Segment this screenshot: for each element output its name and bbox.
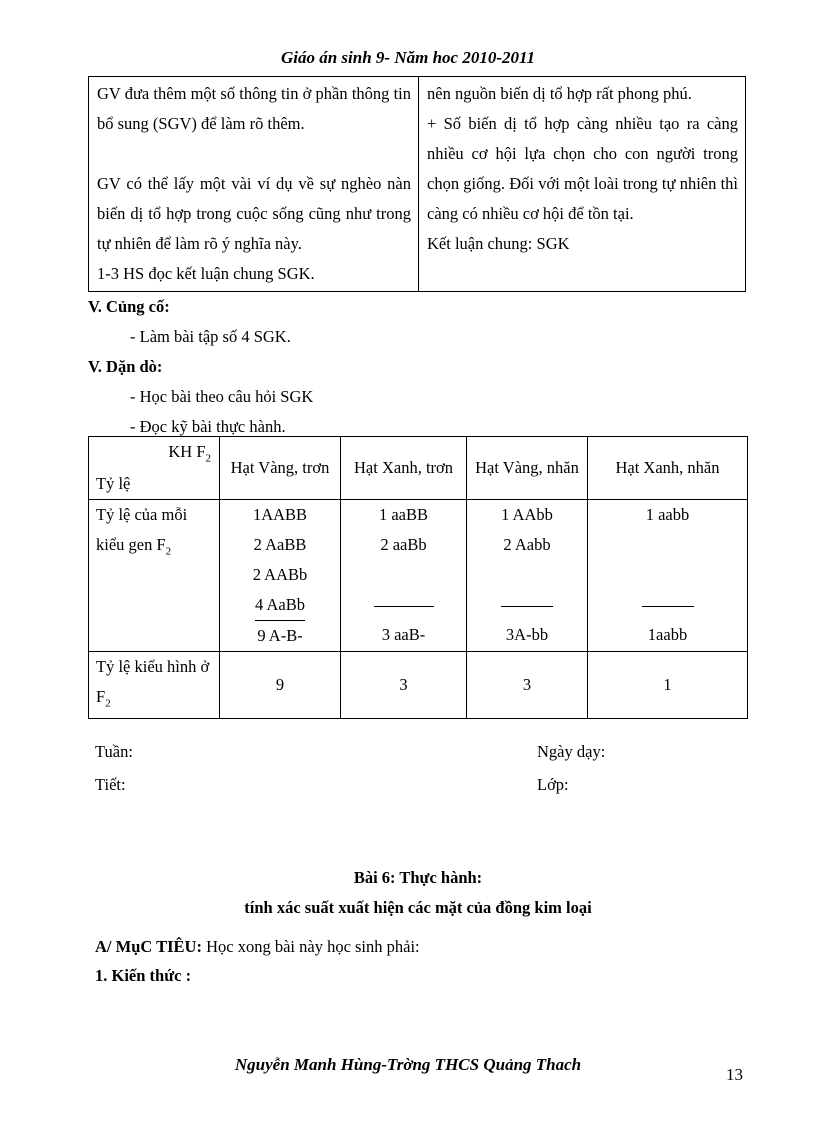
- knowledge-heading: 1. Kiến thức :: [95, 966, 192, 985]
- ratio-table: [88, 436, 748, 719]
- lesson-title: Bài 6: Thực hành:: [353, 868, 483, 887]
- corner-top: KH F: [168, 442, 206, 461]
- ngay-day-label: Ngày dạy:: [537, 742, 606, 761]
- teacher-activity-cell: [89, 77, 419, 292]
- genotype-label-cell: Tỷ lệ của mỗi kiểu gen $F_2$: [89, 500, 220, 652]
- page-footer: Nguyễn Manh Hùng-Trờng THCS Quảng Thach: [234, 1055, 582, 1074]
- lesson-subtitle: tính xác suất xuất hiện các mặt của đồng kim loại: [244, 898, 592, 917]
- content-note-1: nên nguồn biến dị tổ hợp rất phong phú.: [427, 84, 692, 103]
- phenotype-label-cell: Tỷ lệ kiểu hình ở $F_2$: [89, 652, 220, 719]
- page-number: 13: [726, 1065, 743, 1084]
- teacher-note-1: GV đưa thêm một số thông tin ở phần thông tin bổ sung (SGV) để làm rõ thêm.: [97, 84, 411, 133]
- total-xanh-nhan: 1aabb: [647, 625, 688, 644]
- teacher-note-2: GV có thể lấy một vài ví dụ về sự nghèo nàn biến dị tổ hợp trong cuộc sống cũng như trong tự nhiên để làm rõ ý nghĩa này.: [97, 174, 411, 253]
- review-section: [88, 292, 748, 442]
- genotypes-xanh-tron: 1 aaBB 2 aaBb 3 aaB-: [341, 500, 467, 652]
- genotypes-xanh-nhan: 1 aabb 1aabb: [588, 500, 748, 652]
- phenotype-xanh-tron: 3: [341, 652, 467, 719]
- phenotype-vang-tron: 9: [220, 652, 341, 719]
- lop-label: Lớp:: [537, 775, 569, 794]
- corner-bottom: Tỷ lệ: [96, 474, 131, 493]
- header-vang-tron: Hạt Vàng, trơn: [220, 437, 341, 500]
- cung-co-title: V. Củng cố:: [88, 297, 170, 316]
- corner-cell: KH $F_2$ Tỷ lệ: [89, 437, 220, 500]
- genotype-label: Tỷ lệ của mỗi kiểu gen F: [96, 505, 188, 554]
- content-note-2: + Số biến dị tổ hợp càng nhiều tạo ra càng nhiều cơ hội lựa chọn cho con người trong chọn giống. Đối với một loài trong tự nhiên thì càng có nhiều cơ hội để tồn tại.: [427, 114, 738, 223]
- header-vang-nhan: Hạt Vàng, nhăn: [467, 437, 588, 500]
- phenotype-xanh-nhan: 1: [588, 652, 748, 719]
- content-cell: [419, 77, 746, 292]
- dan-do-title: V. Dặn dò:: [88, 357, 163, 376]
- genotypes-vang-tron: 1AABB 2 AaBB 2 AABb 4 AaBb 9 A-B-: [220, 500, 341, 652]
- dan-do-item-1: - Học bài theo câu hỏi SGK: [130, 387, 314, 406]
- objectives-text: Học xong bài này học sinh phải:: [201, 937, 420, 956]
- tuan-label: Tuần:: [95, 742, 133, 761]
- activity-table: [88, 76, 746, 292]
- content-note-3: Kết luận chung: SGK: [427, 234, 570, 253]
- teacher-note-3: 1-3 HS đọc kết luận chung SGK.: [97, 264, 315, 283]
- cung-co-item: - Làm bài tập số 4 SGK.: [130, 327, 291, 346]
- phenotype-vang-nhan: 3: [467, 652, 588, 719]
- header-xanh-tron: Hạt Xanh, trơn: [341, 437, 467, 500]
- header-xanh-nhan: Hạt Xanh, nhăn: [588, 437, 748, 500]
- genotypes-vang-nhan: 1 AAbb 2 Aabb 3A-bb: [467, 500, 588, 652]
- page-header: Giáo án sinh 9- Năm hoc 2010-2011: [280, 48, 536, 67]
- total-xanh-tron: 3 aaB-: [381, 625, 426, 644]
- objectives-label: A/ MụC TIÊU:: [95, 937, 202, 956]
- tiet-label: Tiết:: [95, 775, 126, 794]
- dan-do-item-2: - Đọc kỹ bài thực hành.: [130, 417, 286, 436]
- total-vang-tron: 9 A-B-: [255, 620, 304, 651]
- total-vang-nhan: 3A-bb: [505, 625, 549, 644]
- phenotype-label: Tỷ lệ kiểu hình ở F: [96, 657, 210, 706]
- objectives-line: [95, 937, 420, 957]
